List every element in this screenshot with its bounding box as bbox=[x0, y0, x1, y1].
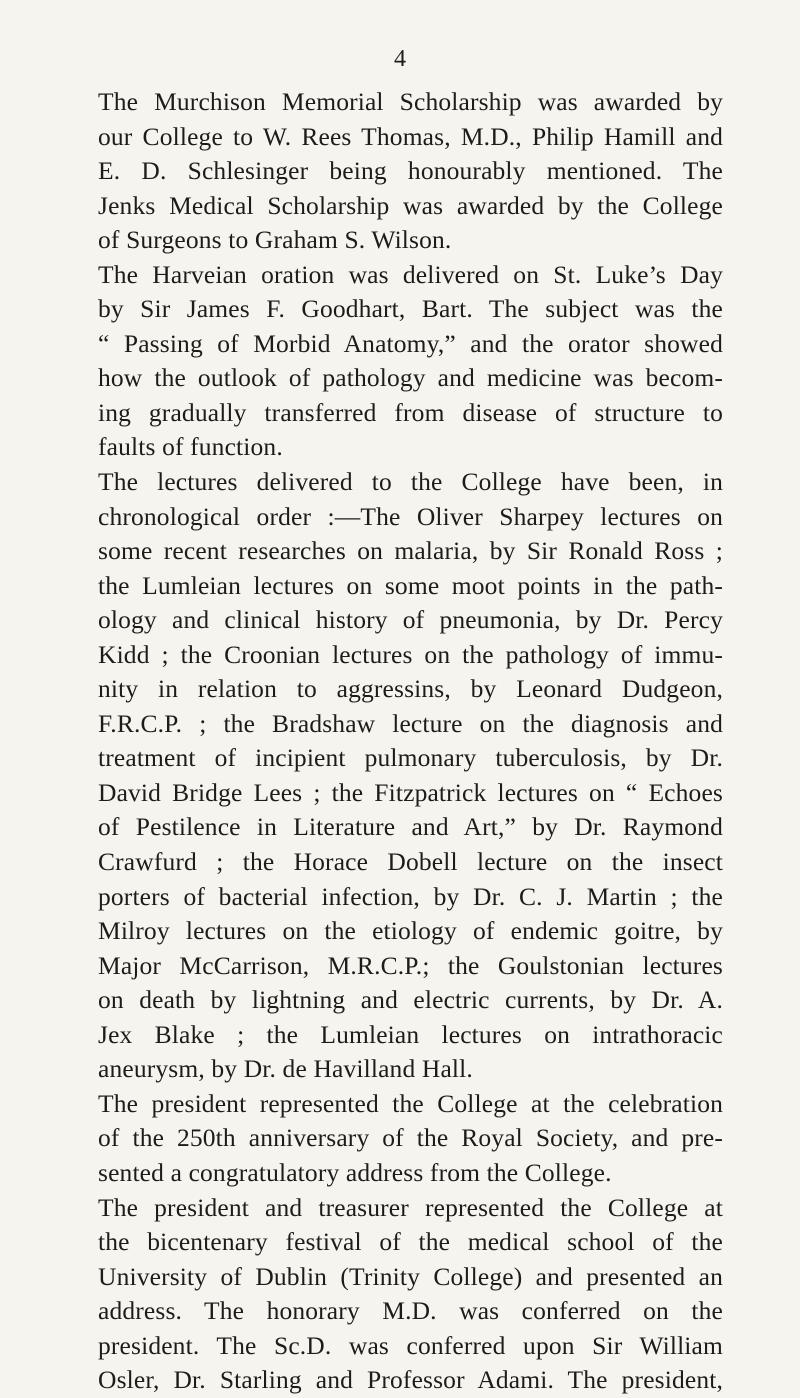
text-line: E. D. Schlesinger being honourably mentioned. The bbox=[98, 156, 723, 186]
text-line: nity in relation to aggressins, by Leonard Dudgeon, bbox=[98, 674, 723, 704]
text-line: The Murchison Memorial Scholarship was awarded by bbox=[98, 87, 723, 116]
text-line: ing gradually transferred from disease of structure to bbox=[98, 397, 723, 427]
text-line: on death by lightning and electric currents, by Dr. A. bbox=[98, 985, 723, 1015]
text-line: our College to W. Rees Thomas, M.D., Philip Hamill and bbox=[98, 121, 723, 151]
text-line: address. The honorary M.D. was conferred on the bbox=[98, 1296, 723, 1326]
text-line: by Sir James F. Goodhart, Bart. The subject was the bbox=[98, 294, 723, 324]
text-line: chronological order :—The Oliver Sharpey lectures on bbox=[98, 501, 723, 531]
text-line: Osler, Dr. Starling and Professor Adami. The president, bbox=[98, 1365, 723, 1395]
text-line: of the 250th anniversary of the Royal Society, and pre- bbox=[98, 1123, 723, 1153]
text-line: Jenks Medical Scholarship was awarded by the College bbox=[98, 190, 723, 220]
text-line: David Bridge Lees ; the Fitzpatrick lectures on “ Echoes bbox=[98, 777, 723, 807]
text-line: Kidd ; the Croonian lectures on the pathology of immu- bbox=[98, 639, 723, 669]
text-line: of Surgeons to Graham S. Wilson. bbox=[98, 225, 452, 255]
text-line: Jex Blake ; the Lumleian lectures on intrathoracic bbox=[98, 1019, 723, 1049]
text-line: sented a congratulatory address from the College. bbox=[98, 1157, 612, 1187]
text-line: porters of bacterial infection, by Dr. C. J. Martin ; the bbox=[98, 881, 723, 911]
body-text bbox=[98, 85, 723, 1398]
text-line: The president represented the College at the celebration bbox=[98, 1088, 723, 1118]
text-line: how the outlook of pathology and medicine was becom- bbox=[98, 363, 723, 393]
text-line: president. The Sc.D. was conferred upon Sir William bbox=[98, 1330, 723, 1360]
text-line: “ Passing of Morbid Anatomy,” and the orator showed bbox=[98, 328, 723, 358]
text-line: of Pestilence in Literature and Art,” by Dr. Raymond bbox=[98, 812, 723, 842]
text-line: Crawfurd ; the Horace Dobell lecture on the insect bbox=[98, 847, 723, 877]
text-line: aneurysm, by Dr. de Havilland Hall. bbox=[98, 1054, 473, 1084]
text-line: Major McCarrison, M.R.C.P.; the Goulstonian lectures bbox=[98, 950, 723, 980]
text-line: the bicentenary festival of the medical school of the bbox=[98, 1227, 723, 1257]
text-line: The lectures delivered to the College have been, in bbox=[98, 467, 723, 497]
text-line: The Harveian oration was delivered on St. Luke’s Day bbox=[98, 259, 723, 289]
text-line: The president and treasurer represented the College at bbox=[98, 1192, 723, 1222]
text-line: F.R.C.P. ; the Bradshaw lecture on the diagnosis and bbox=[98, 708, 723, 738]
text-line: Milroy lectures on the etiology of endemic goitre, by bbox=[98, 916, 723, 946]
text-line: the Lumleian lectures on some moot points in the path- bbox=[98, 570, 723, 600]
text-line: faults of function. bbox=[98, 432, 283, 462]
page-number: 4 bbox=[394, 46, 406, 72]
text-line: University of Dublin (Trinity College) and presented an bbox=[98, 1261, 723, 1291]
text-line: some recent researches on malaria, by Sir Ronald Ross ; bbox=[98, 536, 723, 566]
text-line: ology and clinical history of pneumonia, by Dr. Percy bbox=[98, 605, 723, 635]
text-line: treatment of incipient pulmonary tuberculosis, by Dr. bbox=[98, 743, 723, 773]
